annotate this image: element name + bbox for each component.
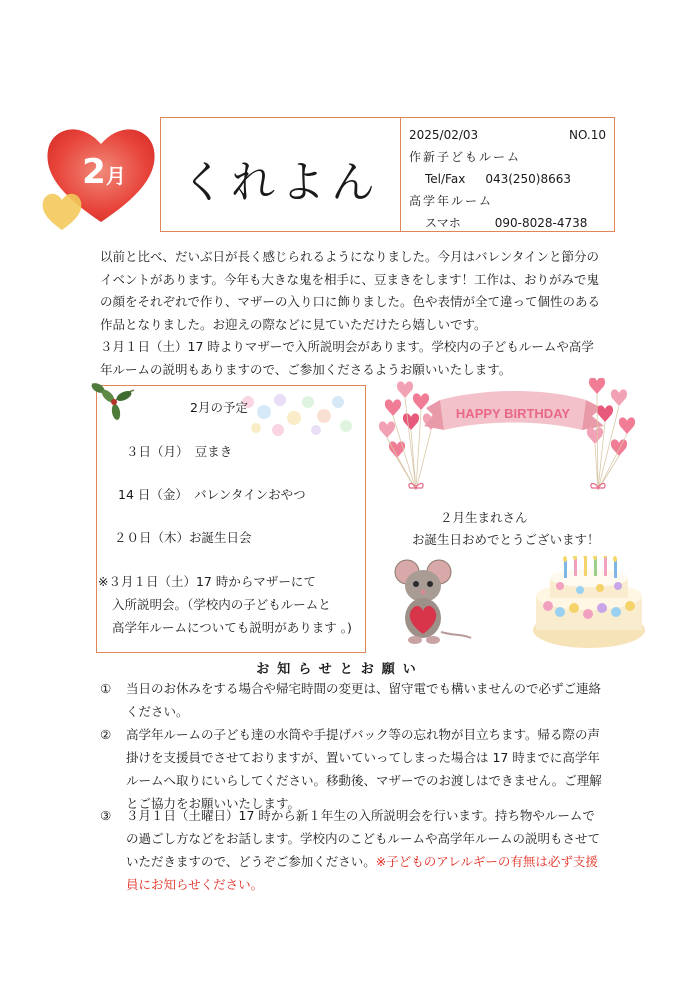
newsletter-title: くれよん xyxy=(181,157,381,208)
confetti-dots-icon xyxy=(238,390,356,438)
room2-name: 高学年ルーム xyxy=(409,194,494,208)
room1-contact xyxy=(409,168,606,190)
schedule-item: ３日（月） 豆まき xyxy=(126,444,233,459)
intro-line: イベントがあります。今年も大きな鬼を相手に、豆まきをします！工作は、おりがみで鬼 xyxy=(100,271,600,287)
schedule-note xyxy=(98,570,352,639)
schedule-note-line: ※３月１日（土）17 時からマザーにて xyxy=(98,574,316,589)
notices-heading: お知らせとお願い xyxy=(256,662,424,677)
allergy-warning-line: 員にお知らせください。 xyxy=(126,877,264,892)
small-heart-icon xyxy=(40,190,84,232)
birthday-title: ２月生まれさん xyxy=(440,510,528,525)
schedule-note-line: 入所説明会。（学校内の子どもルームと xyxy=(112,597,331,612)
notice-line: ください。 xyxy=(126,704,189,719)
allergy-warning: ※子どものアレルギーの有無は必ず支援 xyxy=(375,854,598,869)
intro-line: の顔をそれぞれで作り、マザーの入り口に飾りました。色や表情が全て違って個性のある xyxy=(100,294,601,310)
room2-contact xyxy=(409,212,606,234)
title-box xyxy=(160,117,400,232)
birthday-cake-illustration xyxy=(530,556,648,650)
notice-line: ルームへ取りにいらしてください。移動後、マザーでのお渡しはできません。ご理解 xyxy=(126,773,602,788)
notice-line: の過ごし方などをお話します。学校内のこどもルームや高学年ルームの説明もさせて xyxy=(126,831,601,846)
issue-date: 2025/02/03 xyxy=(409,128,479,142)
month-number: 2 xyxy=(82,152,106,192)
schedule-note-line: 高学年ルームについても説明があります 。) xyxy=(112,620,352,635)
notice-line: 掛けを支援員でさせておりますが、置いていってしまった場合は 17 時までに高学年 xyxy=(126,750,600,765)
notice-line: ３月１日（土曜日）17 時から新１年生の入所説明会を行います。持ち物やルームで xyxy=(126,808,595,823)
notice-line: 当日のお休みをする場合や帰宅時間の変更は、留守電でも構いませんので必ずご連絡 xyxy=(126,681,602,696)
notice-line: とご協力をお願いいたします。 xyxy=(126,796,301,811)
notice-number: ① xyxy=(100,681,112,696)
intro-line: ３月１日（土）17 時よりマザーで入所説明会があります。学校内の子どもルームや高学 xyxy=(100,339,594,355)
room1-name: 作新子どもルーム xyxy=(409,150,522,164)
schedule-item: ２０日（木）お誕生日会 xyxy=(114,530,252,545)
room1-tel: 043(250)8663 xyxy=(485,172,572,186)
left-balloons xyxy=(379,381,439,458)
contact-info-box xyxy=(400,117,615,232)
intro-line: 以前と比べ、だいぶ日が長く感じられるようになりました。今月はバレンタインと節分の xyxy=(100,249,599,264)
schedule-item: 14 日（金） バレンタインおやつ xyxy=(118,487,306,502)
room2-phone-label: スマホ xyxy=(425,216,461,230)
issue-number: NO.10 xyxy=(568,128,606,142)
mouse-with-heart-illustration xyxy=(385,556,475,646)
month-unit: 月 xyxy=(105,164,126,188)
notice-number: ③ xyxy=(100,808,112,823)
month-badge xyxy=(74,152,134,192)
notice-number: ② xyxy=(100,727,112,742)
holly-icon xyxy=(88,378,138,424)
notice-line-text: いただきますので、どうぞご参加ください。 xyxy=(126,854,376,869)
notice-line xyxy=(126,850,626,873)
date-row xyxy=(409,124,606,146)
intro-line: 作品となりました。お迎えの際などに見ていただけたら嬉しいです。 xyxy=(100,316,487,332)
intro-paragraph xyxy=(100,246,610,382)
room2-phone: 090-8028-4738 xyxy=(494,216,588,230)
birthday-banner-illustration xyxy=(376,378,638,500)
schedule-title: 2月の予定 xyxy=(190,400,248,415)
birthday-message: お誕生日おめでとうございます！ xyxy=(412,532,600,547)
notice-line: 高学年ルームの子ども達の水筒や手提げバック等の忘れ物が目立ちます。帰る際の声 xyxy=(126,727,601,742)
banner-text: HAPPY BIRTHDAY xyxy=(455,406,571,421)
intro-line: 年ルームの説明もありますので、ご参加くださるようお願いいたします。 xyxy=(100,361,512,377)
room1-tel-label: Tel/Fax xyxy=(425,172,466,186)
